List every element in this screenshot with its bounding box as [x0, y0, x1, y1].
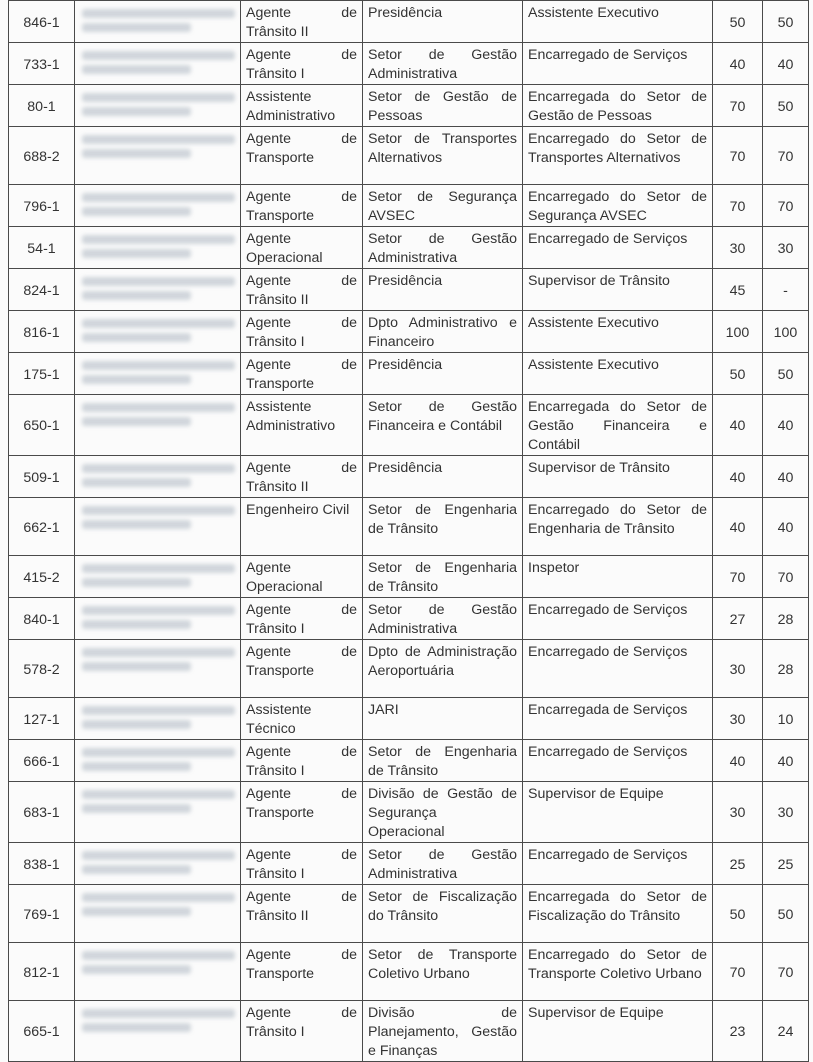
table-row	[9, 782, 809, 843]
value-1-cell: 70	[713, 556, 763, 598]
value-1-cell: 40	[713, 740, 763, 782]
value-1-cell: 50	[713, 885, 763, 943]
name-cell-redacted	[75, 1, 241, 43]
cargo-cell: Agente de Transporte	[241, 943, 363, 1001]
name-cell-redacted	[75, 598, 241, 640]
name-cell-redacted	[75, 782, 241, 843]
setor-cell: Setor de Engenharia de Trânsito	[363, 498, 523, 556]
matricula-cell: 578-2	[9, 640, 75, 698]
value-1-cell: 50	[713, 353, 763, 395]
table-row	[9, 1001, 809, 1062]
value-2-cell: 100	[763, 311, 809, 353]
value-2-cell: 28	[763, 640, 809, 698]
matricula-cell: 666-1	[9, 740, 75, 782]
table-row	[9, 85, 809, 127]
value-2-cell: 50	[763, 885, 809, 943]
matricula-cell: 509-1	[9, 456, 75, 498]
table-row	[9, 885, 809, 943]
matricula-cell: 846-1	[9, 1, 75, 43]
value-1-cell: 70	[713, 185, 763, 227]
value-2-cell: 70	[763, 185, 809, 227]
table-row	[9, 498, 809, 556]
table-row	[9, 185, 809, 227]
setor-cell: Dpto Administrativo e Financeiro	[363, 311, 523, 353]
name-cell-redacted	[75, 395, 241, 456]
funcao-cell: Encarregado de Serviços	[523, 843, 713, 885]
value-1-cell: 30	[713, 640, 763, 698]
value-2-cell: 50	[763, 1, 809, 43]
funcao-cell: Inspetor	[523, 556, 713, 598]
value-2-cell: 30	[763, 782, 809, 843]
cargo-cell: Agente de Trânsito I	[241, 598, 363, 640]
table-row	[9, 740, 809, 782]
matricula-cell: 769-1	[9, 885, 75, 943]
value-1-cell: 40	[713, 456, 763, 498]
matricula-cell: 840-1	[9, 598, 75, 640]
value-2-cell: 40	[763, 43, 809, 85]
matricula-cell: 650-1	[9, 395, 75, 456]
matricula-cell: 816-1	[9, 311, 75, 353]
matricula-cell: 733-1	[9, 43, 75, 85]
setor-cell: Setor de Fiscalização do Trânsito	[363, 885, 523, 943]
matricula-cell: 688-2	[9, 127, 75, 185]
value-2-cell: 50	[763, 85, 809, 127]
funcao-cell: Encarregado do Setor de Transporte Coletivo Urbano	[523, 943, 713, 1001]
table-row	[9, 698, 809, 740]
funcao-cell: Encarregada de Serviços	[523, 698, 713, 740]
cargo-cell: Agente de Trânsito I	[241, 43, 363, 85]
table-row	[9, 395, 809, 456]
matricula-cell: 824-1	[9, 269, 75, 311]
matricula-cell: 838-1	[9, 843, 75, 885]
value-1-cell: 70	[713, 127, 763, 185]
funcao-cell: Encarregada do Setor de Gestão de Pessoas	[523, 85, 713, 127]
staff-table	[8, 0, 809, 1062]
table-row	[9, 943, 809, 1001]
value-1-cell: 40	[713, 43, 763, 85]
funcao-cell: Encarregada do Setor de Gestão Financeira e Contábil	[523, 395, 713, 456]
matricula-cell: 796-1	[9, 185, 75, 227]
value-2-cell: 70	[763, 943, 809, 1001]
table-row	[9, 353, 809, 395]
value-1-cell: 40	[713, 395, 763, 456]
value-2-cell: 30	[763, 227, 809, 269]
name-cell-redacted	[75, 227, 241, 269]
value-2-cell: -	[763, 269, 809, 311]
matricula-cell: 665-1	[9, 1001, 75, 1062]
funcao-cell: Supervisor de Trânsito	[523, 456, 713, 498]
value-2-cell: 70	[763, 127, 809, 185]
setor-cell: Setor de Gestão de Pessoas	[363, 85, 523, 127]
name-cell-redacted	[75, 740, 241, 782]
matricula-cell: 175-1	[9, 353, 75, 395]
funcao-cell: Encarregado do Setor de Transportes Alternativos	[523, 127, 713, 185]
funcao-cell: Encarregado de Serviços	[523, 43, 713, 85]
setor-cell: Dpto de Administração Aeroportuária	[363, 640, 523, 698]
name-cell-redacted	[75, 456, 241, 498]
value-1-cell: 100	[713, 311, 763, 353]
setor-cell: Setor de Engenharia de Trânsito	[363, 740, 523, 782]
value-2-cell: 40	[763, 456, 809, 498]
name-cell-redacted	[75, 43, 241, 85]
table-row	[9, 1, 809, 43]
table-row	[9, 598, 809, 640]
table-row	[9, 556, 809, 598]
value-1-cell: 30	[713, 227, 763, 269]
funcao-cell: Encarregado do Setor de Engenharia de Trânsito	[523, 498, 713, 556]
funcao-cell: Encarregado de Serviços	[523, 740, 713, 782]
funcao-cell: Supervisor de Equipe	[523, 1001, 713, 1062]
funcao-cell: Supervisor de Trânsito	[523, 269, 713, 311]
matricula-cell: 812-1	[9, 943, 75, 1001]
table-row	[9, 843, 809, 885]
cargo-cell: Agente de Trânsito II	[241, 269, 363, 311]
cargo-cell: Agente de Trânsito II	[241, 1, 363, 43]
cargo-cell: Agente de Transporte	[241, 127, 363, 185]
name-cell-redacted	[75, 1001, 241, 1062]
name-cell-redacted	[75, 843, 241, 885]
cargo-cell: Agente de Transporte	[241, 782, 363, 843]
value-1-cell: 70	[713, 85, 763, 127]
staff-table-body	[9, 1, 809, 1062]
name-cell-redacted	[75, 311, 241, 353]
value-2-cell: 40	[763, 498, 809, 556]
value-2-cell: 10	[763, 698, 809, 740]
name-cell-redacted	[75, 85, 241, 127]
value-1-cell: 30	[713, 698, 763, 740]
value-1-cell: 30	[713, 782, 763, 843]
value-1-cell: 25	[713, 843, 763, 885]
name-cell-redacted	[75, 885, 241, 943]
funcao-cell: Encarregado de Serviços	[523, 227, 713, 269]
value-1-cell: 23	[713, 1001, 763, 1062]
name-cell-redacted	[75, 185, 241, 227]
setor-cell: Divisão de Gestão de Segurança Operacional	[363, 782, 523, 843]
matricula-cell: 127-1	[9, 698, 75, 740]
setor-cell: Setor de Transporte Coletivo Urbano	[363, 943, 523, 1001]
funcao-cell: Encarregado do Setor de Segurança AVSEC	[523, 185, 713, 227]
setor-cell: Setor de Gestão Administrativa	[363, 598, 523, 640]
matricula-cell: 80-1	[9, 85, 75, 127]
setor-cell: Setor de Gestão Financeira e Contábil	[363, 395, 523, 456]
cargo-cell: Assistente Técnico	[241, 698, 363, 740]
name-cell-redacted	[75, 127, 241, 185]
table-row	[9, 227, 809, 269]
setor-cell: Setor de Segurança AVSEC	[363, 185, 523, 227]
value-1-cell: 70	[713, 943, 763, 1001]
setor-cell: Presidência	[363, 1, 523, 43]
table-row	[9, 311, 809, 353]
funcao-cell: Assistente Executivo	[523, 353, 713, 395]
value-2-cell: 40	[763, 395, 809, 456]
name-cell-redacted	[75, 498, 241, 556]
setor-cell: Presidência	[363, 456, 523, 498]
cargo-cell: Agente de Trânsito II	[241, 885, 363, 943]
matricula-cell: 54-1	[9, 227, 75, 269]
setor-cell: Setor de Gestão Administrativa	[363, 43, 523, 85]
funcao-cell: Supervisor de Equipe	[523, 782, 713, 843]
table-row	[9, 43, 809, 85]
table-row	[9, 127, 809, 185]
cargo-cell: Agente de Trânsito I	[241, 740, 363, 782]
name-cell-redacted	[75, 698, 241, 740]
funcao-cell: Assistente Executivo	[523, 311, 713, 353]
value-1-cell: 50	[713, 1, 763, 43]
matricula-cell: 683-1	[9, 782, 75, 843]
matricula-cell: 415-2	[9, 556, 75, 598]
name-cell-redacted	[75, 640, 241, 698]
cargo-cell: Assistente Administrativo	[241, 395, 363, 456]
name-cell-redacted	[75, 556, 241, 598]
setor-cell: JARI	[363, 698, 523, 740]
setor-cell: Setor de Engenharia de Trânsito	[363, 556, 523, 598]
value-1-cell: 45	[713, 269, 763, 311]
funcao-cell: Encarregada do Setor de Fiscalização do Trânsito	[523, 885, 713, 943]
cargo-cell: Agente de Trânsito I	[241, 1001, 363, 1062]
value-2-cell: 50	[763, 353, 809, 395]
cargo-cell: Assistente Administrativo	[241, 85, 363, 127]
cargo-cell: Agente de Trânsito II	[241, 456, 363, 498]
name-cell-redacted	[75, 943, 241, 1001]
value-2-cell: 24	[763, 1001, 809, 1062]
cargo-cell: Agente de Trânsito I	[241, 311, 363, 353]
table-row	[9, 269, 809, 311]
funcao-cell: Encarregado de Serviços	[523, 640, 713, 698]
cargo-cell: Engenheiro Civil	[241, 498, 363, 556]
funcao-cell: Encarregado de Serviços	[523, 598, 713, 640]
setor-cell: Setor de Gestão Administrativa	[363, 227, 523, 269]
value-2-cell: 40	[763, 740, 809, 782]
setor-cell: Divisão de Planejamento, Gestão e Finanças	[363, 1001, 523, 1062]
name-cell-redacted	[75, 353, 241, 395]
value-1-cell: 27	[713, 598, 763, 640]
table-row	[9, 456, 809, 498]
cargo-cell: Agente de Transporte	[241, 353, 363, 395]
matricula-cell: 662-1	[9, 498, 75, 556]
value-2-cell: 28	[763, 598, 809, 640]
cargo-cell: Agente de Transporte	[241, 185, 363, 227]
value-2-cell: 70	[763, 556, 809, 598]
cargo-cell: Agente de Transporte	[241, 640, 363, 698]
cargo-cell: Agente Operacional	[241, 556, 363, 598]
setor-cell: Presidência	[363, 353, 523, 395]
cargo-cell: Agente de Trânsito I	[241, 843, 363, 885]
setor-cell: Presidência	[363, 269, 523, 311]
setor-cell: Setor de Transportes Alternativos	[363, 127, 523, 185]
value-2-cell: 25	[763, 843, 809, 885]
table-row	[9, 640, 809, 698]
name-cell-redacted	[75, 269, 241, 311]
setor-cell: Setor de Gestão Administrativa	[363, 843, 523, 885]
cargo-cell: Agente Operacional	[241, 227, 363, 269]
value-1-cell: 40	[713, 498, 763, 556]
funcao-cell: Assistente Executivo	[523, 1, 713, 43]
